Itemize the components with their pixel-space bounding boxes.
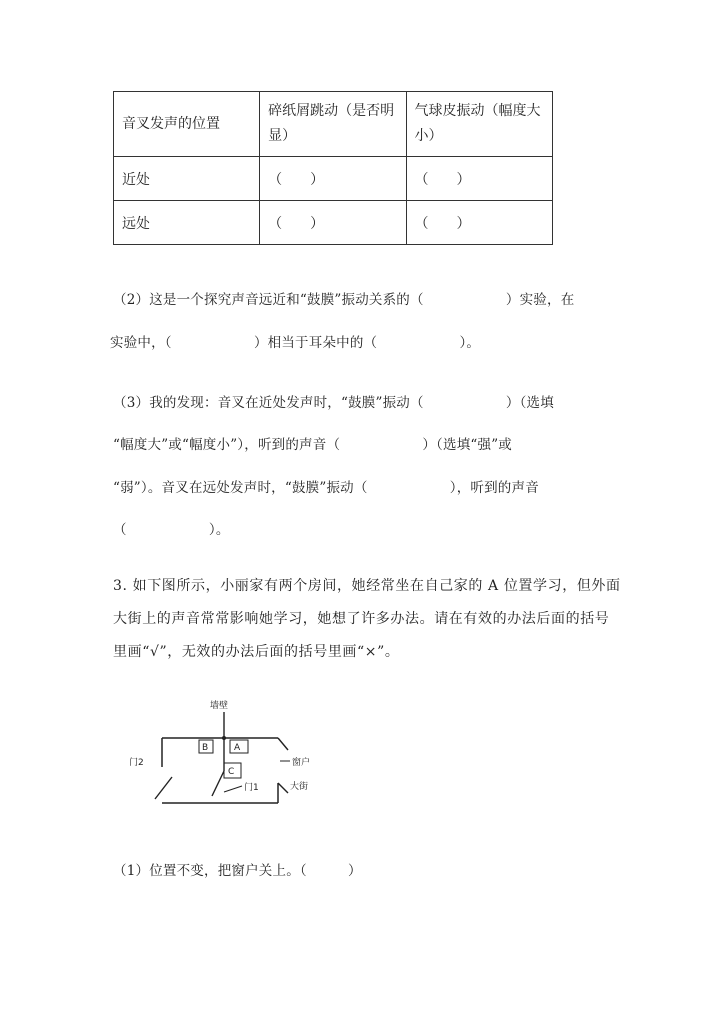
q3-line-1: （3）我的发现：音叉在近处发声时，“鼓膜”振动（ ）（选填 xyxy=(113,395,554,411)
door-1-label: 门1 xyxy=(244,783,259,793)
floor-plan-diagram xyxy=(120,695,320,815)
wall-label: 墙壁 xyxy=(210,701,229,711)
table-cell-blank[interactable]: （ ） xyxy=(406,157,552,201)
position-b-label: B xyxy=(202,743,209,753)
sound-table xyxy=(113,91,553,245)
window-label: 窗户 xyxy=(292,758,311,768)
street-label: 大街 xyxy=(290,782,309,792)
q2-line-2: 实验中，（ ）相当于耳朵中的（ ）。 xyxy=(110,335,481,351)
window-pane-top xyxy=(278,738,288,750)
table-cell-blank[interactable]: （ ） xyxy=(260,157,406,201)
q3-line-3: “弱”）。音叉在远处发声时，“鼓膜”振动（ ），听到的声音 xyxy=(113,480,539,496)
problem3-line-3: 里画“√”，无效的办法后面的括号里画“×”。 xyxy=(113,644,400,660)
door-2 xyxy=(155,777,172,799)
door-1 xyxy=(212,771,224,796)
window-pane-bottom xyxy=(278,783,288,793)
door-1-pointer xyxy=(224,786,242,792)
table-cell-blank[interactable]: （ ） xyxy=(260,201,406,245)
position-a-label: A xyxy=(234,743,241,753)
q3-line-2: “幅度大”或“幅度小”），听到的声音（ ）（选填“强”或 xyxy=(113,437,513,453)
q2-line-1: （2）这是一个探究声音远近和“鼓膜”振动关系的（ ）实验，在 xyxy=(113,292,575,308)
problem3-line-2: 大街上的声音常常影响她学习，她想了许多办法。请在有效的办法后面的括号 xyxy=(113,611,610,627)
table-cell: 远处 xyxy=(114,201,260,245)
q3-line-4: （ ）。 xyxy=(113,522,230,538)
door-2-label: 门2 xyxy=(129,758,144,768)
sub-question-1: （1）位置不变，把窗户关上。（ ） xyxy=(113,863,362,879)
table-header-cell: 气球皮振动（幅度大小） xyxy=(406,92,552,157)
table-header-cell: 碎纸屑跳动（是否明显） xyxy=(260,92,406,157)
table-cell: 近处 xyxy=(114,157,260,201)
table-row xyxy=(114,157,553,201)
table-cell-blank[interactable]: （ ） xyxy=(406,201,552,245)
table-header-cell: 音叉发声的位置 xyxy=(114,92,260,157)
table-row xyxy=(114,201,553,245)
table-header-row xyxy=(114,92,553,157)
position-c-label: C xyxy=(228,767,235,777)
problem3-line-1: 3. 如下图所示，小丽家有两个房间，她经常坐在自己家的 A 位置学习，但外面 xyxy=(113,578,621,594)
